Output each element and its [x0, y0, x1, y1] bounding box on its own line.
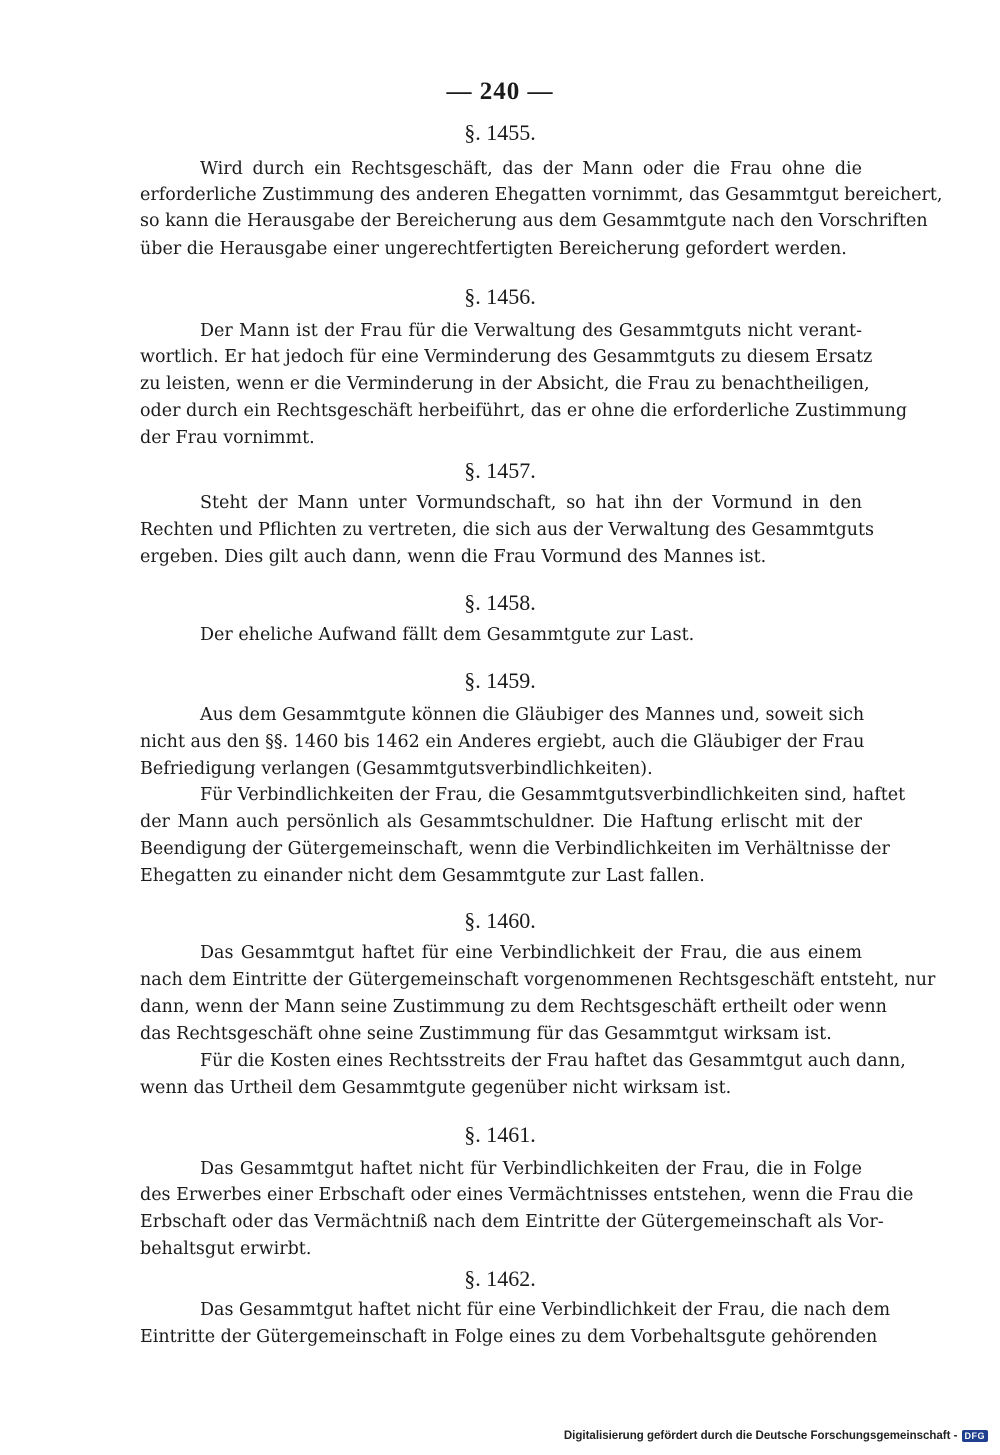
section-heading-1458: §. 1458.: [464, 590, 536, 615]
section-heading-1459: §. 1459.: [464, 668, 536, 693]
section-heading-1457: §. 1457.: [464, 458, 536, 483]
text-line: Befriedigung verlangen (Gesammtgutsverbindlichkeiten).: [140, 759, 653, 779]
text-line: Rechten und Pflichten zu vertreten, die sich aus der Verwaltung des Gesammtguts: [140, 520, 875, 540]
section-heading-1455: §. 1455.: [464, 120, 536, 145]
text-line: so kann die Herausgabe der Bereicherung aus dem Gesammtgute nach den Vorschriften: [140, 211, 928, 231]
text-line: nach dem Eintritte der Gütergemeinschaft vorgenommenen Rechtsgeschäft entsteht, nur: [140, 970, 936, 990]
section-heading-1461: §. 1461.: [464, 1122, 536, 1147]
text-line: Eintritte der Gütergemeinschaft in Folge eines zu dem Vorbehaltsgute gehörenden: [140, 1327, 878, 1347]
text-line: Das Gesammtgut haftet nicht für eine Verbindlichkeit der Frau, die nach dem: [200, 1300, 891, 1320]
text-line: der Mann auch persönlich als Gesammtschuldner. Die Haftung erlischt mit der: [140, 812, 862, 832]
text-line: behaltsgut erwirbt.: [140, 1239, 312, 1259]
section-heading-1456: §. 1456.: [464, 284, 536, 309]
text-line: Für die Kosten eines Rechtsstreits der Frau haftet das Gesammtgut auch dann,: [200, 1051, 906, 1071]
text-line: Aus dem Gesammtgute können die Gläubiger des Mannes und, soweit sich: [200, 705, 865, 725]
text-line: Wird durch ein Rechtsgeschäft, das der Mann oder die Frau ohne die: [200, 159, 862, 179]
text-line: Das Gesammtgut haftet nicht für Verbindlichkeiten der Frau, die in Folge: [200, 1159, 862, 1179]
text-line: das Rechtsgeschäft ohne seine Zustimmung für das Gesammtgut wirksam ist.: [140, 1024, 832, 1044]
text-line: oder durch ein Rechtsgeschäft herbeiführt, das er ohne die erforderliche Zustimmung: [140, 401, 908, 421]
footer-credit-text: Digitalisierung gefördert durch die Deutsche Forschungsgemeinschaft -: [563, 1430, 958, 1442]
text-line: der Frau vornimmt.: [140, 428, 315, 448]
text-line: erforderliche Zustimmung des anderen Ehegatten vornimmt, das Gesammtgut bereichert,: [140, 185, 943, 205]
digitization-footer: [564, 1430, 988, 1442]
text-line: dann, wenn der Mann seine Zustimmung zu dem Rechtsgeschäft ertheilt oder wenn: [140, 997, 887, 1017]
text-line: Erbschaft oder das Vermächtniß nach dem Eintritte der Gütergemeinschaft als Vor-: [140, 1212, 884, 1232]
section-heading-1460: §. 1460.: [464, 908, 536, 933]
text-line: Ehegatten zu einander nicht dem Gesammtgute zur Last fallen.: [140, 866, 705, 886]
text-line: Der eheliche Aufwand fällt dem Gesammtgute zur Last.: [200, 625, 695, 645]
text-line: Das Gesammtgut haftet für eine Verbindlichkeit der Frau, die aus einem: [200, 943, 862, 963]
text-line: nicht aus den §§. 1460 bis 1462 ein Anderes ergiebt, auch die Gläubiger der Frau: [140, 732, 865, 752]
text-line: ergeben. Dies gilt auch dann, wenn die Frau Vormund des Mannes ist.: [140, 547, 767, 567]
text-line: Der Mann ist der Frau für die Verwaltung des Gesammtguts nicht verant-: [200, 321, 862, 341]
dfg-logo-icon: DFG: [962, 1430, 989, 1442]
page-number: — 240 —: [446, 78, 554, 105]
text-line: zu leisten, wenn er die Verminderung in der Absicht, die Frau zu benachtheiligen,: [140, 374, 870, 394]
text-line: des Erwerbes einer Erbschaft oder eines Vermächtnisses entstehen, wenn die Frau die: [140, 1185, 914, 1205]
text-line: wenn das Urtheil dem Gesammtgute gegenüber nicht wirksam ist.: [140, 1078, 732, 1098]
text-line: wortlich. Er hat jedoch für eine Verminderung des Gesammtguts zu diesem Ersatz: [140, 347, 873, 367]
text-line: Für Verbindlichkeiten der Frau, die Gesammtgutsverbindlichkeiten sind, haftet: [200, 785, 906, 805]
text-line: Steht der Mann unter Vormundschaft, so hat ihn der Vormund in den: [200, 493, 862, 513]
section-heading-1462: §. 1462.: [464, 1266, 536, 1291]
text-line: Beendigung der Gütergemeinschaft, wenn die Verbindlichkeiten im Verhältnisse der: [140, 839, 890, 859]
text-line: über die Herausgabe einer ungerechtfertigten Bereicherung gefordert werden.: [140, 239, 847, 259]
